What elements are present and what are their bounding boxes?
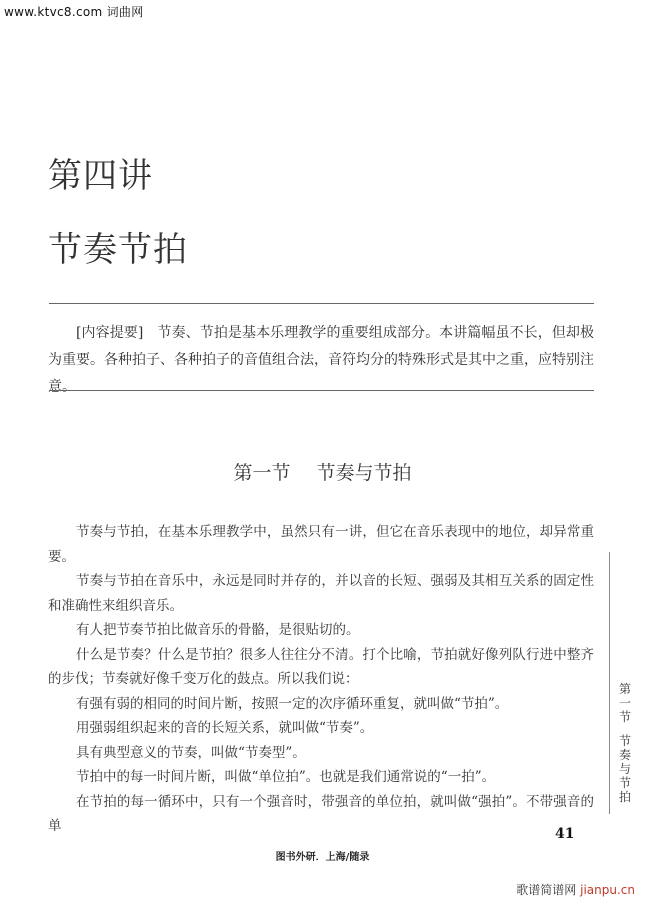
paragraph: 什么是节奏？什么是节拍？很多人往往分不清。打个比喻，节拍就好像列队行进中整齐的步伐；节奏就好像千变万化的鼓点。所以我们说： [48,646,594,687]
paragraph: 节拍中的每一时间片断，叫做“单位拍”。也就是我们通常说的“一拍”。 [76,769,496,785]
watermark-bottom-url: jianpu.cn [580,883,635,897]
paragraph: 在节拍的每一循环中，只有一个强音时，带强音的单位拍，就叫做“强拍”。不带强音的单 [48,793,594,834]
paragraph: 节奏与节拍，在基本乐理教学中，虽然只有一讲，但它在音乐表现中的地位，却异常重要。 [48,524,594,565]
footer-stamp: 图书外研．上海/随录 [275,852,370,863]
side-tab-section: 第 一 节 [618,682,631,724]
side-tab-rule [609,552,610,814]
paragraph: 具有典型意义的节奏，叫做“节奏型”。 [76,744,306,761]
watermark-bottom [516,881,635,898]
page-number: 41 [555,826,575,842]
watermark-top: www.ktvc8.com 词曲网 [4,5,144,19]
watermark-bottom-text: 歌谱简谱网 [516,883,577,897]
chapter-title: 节奏节拍 [48,230,188,270]
section-heading [0,458,645,485]
side-tab [614,682,636,804]
paragraph: 用强弱组织起来的音的长短关系，就叫做“节奏”。 [76,720,374,736]
section-title: 节奏与节拍 [316,462,412,484]
abstract-top-rule [49,303,594,304]
chapter-number: 第四讲 [48,156,153,196]
abstract-text: [内容提要] 节奏、节拍是基本乐理教学的重要组成部分。本讲篇幅虽不长，但却极为重要。各种拍子、各种拍子的音值组合法，音符均分的特殊形式是其中之重，应特别注意。 [48,325,594,395]
paragraph: 有人把节奏节拍比做音乐的骨骼，是很贴切的。 [76,622,360,638]
section-label: 第一节 [233,462,291,484]
side-tab-title: 节 奏 与 节 拍 [618,734,631,804]
paragraph: 节奏与节拍在音乐中，永远是同时并存的，并以音的长短、强弱及其相互关系的固定性和准确性来组织音乐。 [48,573,594,614]
paragraph: 有强有弱的相同的时间片断，按照一定的次序循环重复，就叫做“节拍”。 [76,695,509,712]
abstract-bottom-rule [49,390,594,391]
body-text [48,520,594,839]
